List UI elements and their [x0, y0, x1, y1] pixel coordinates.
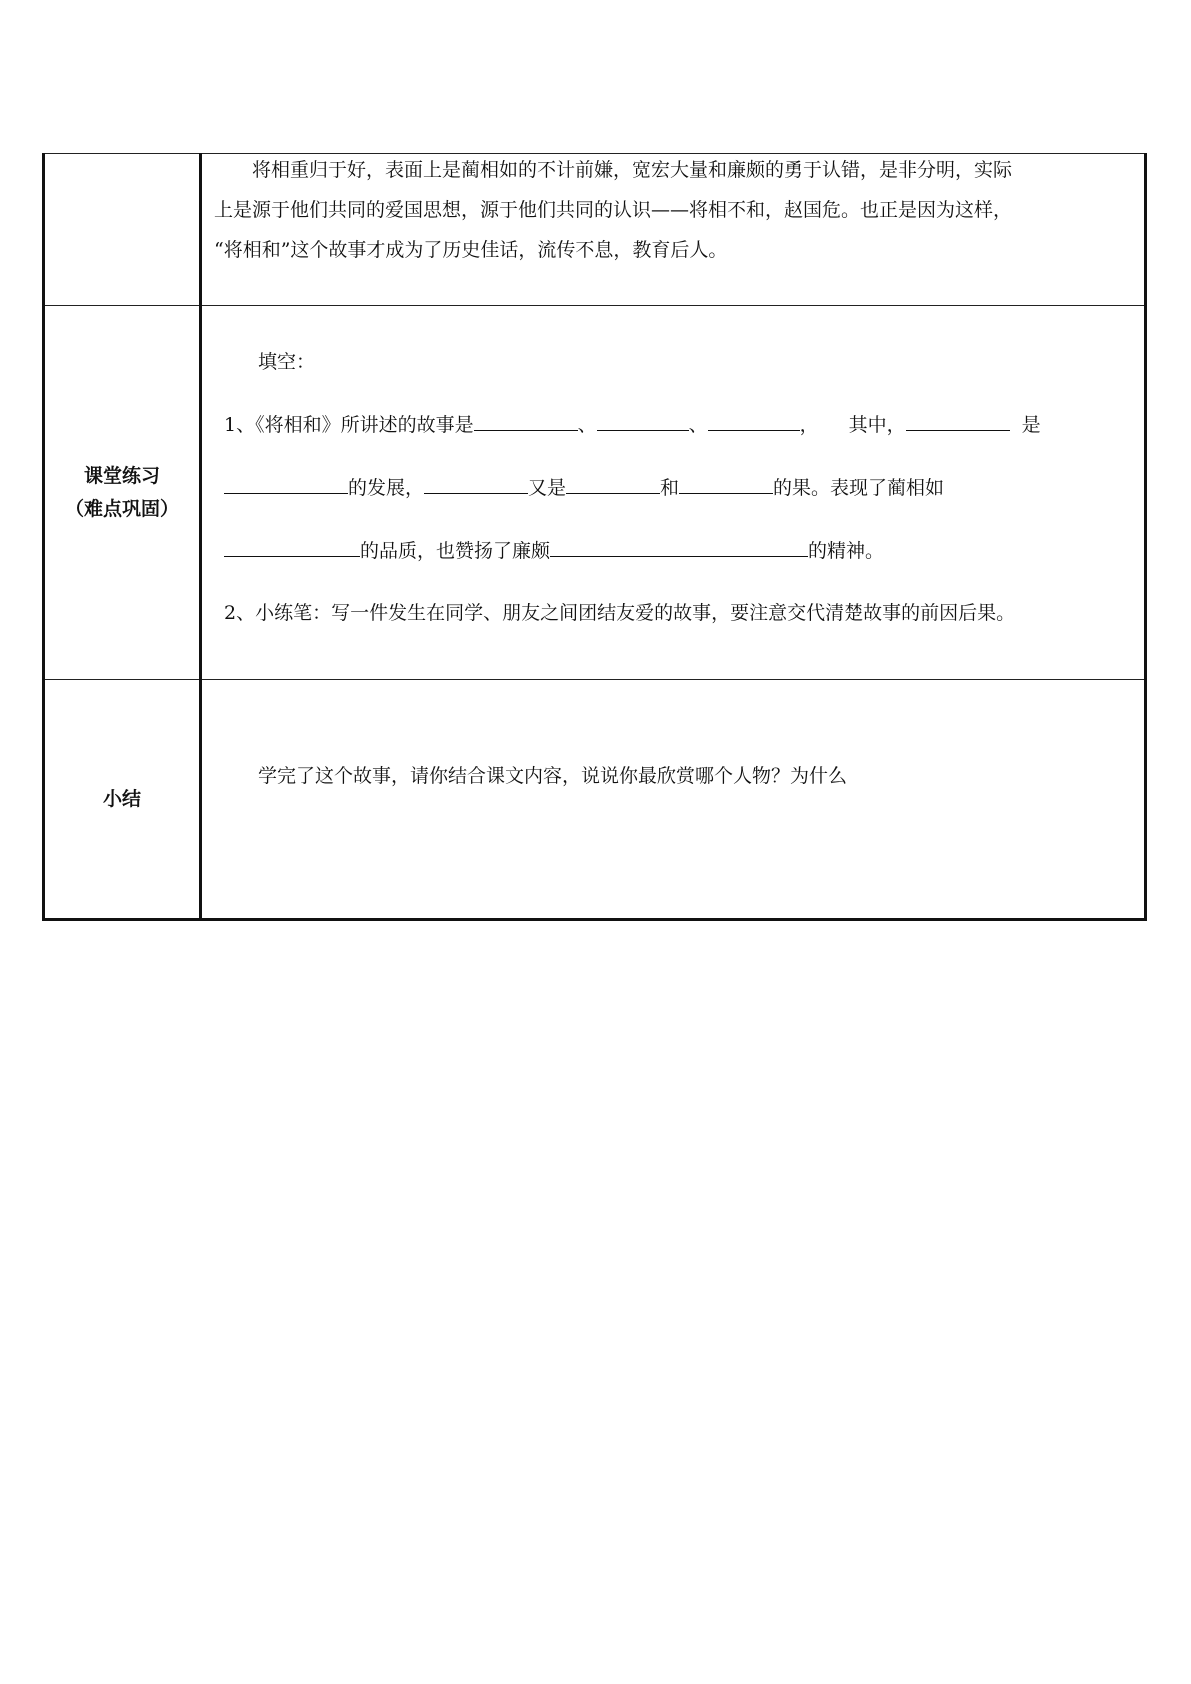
- question-text: 的发展，: [348, 477, 425, 499]
- answer-blank[interactable]: [424, 467, 528, 494]
- separator: ，: [799, 414, 819, 436]
- table-row: [44, 680, 1146, 920]
- question-2: 2、小练笔：写一件发生在同学、朋友之间团结友爱的故事，要注意交代清楚故事的前因后果。: [224, 602, 1016, 624]
- answer-blank[interactable]: [550, 530, 808, 557]
- question-1-line-1: [224, 404, 1144, 445]
- question-text: 其中，: [848, 414, 906, 436]
- question-text: 又是: [528, 477, 567, 499]
- question-text: 和: [660, 477, 680, 499]
- separator: 、: [688, 414, 708, 436]
- answer-blank[interactable]: [224, 467, 348, 494]
- table-row: [44, 306, 1146, 680]
- answer-blank[interactable]: [474, 404, 578, 431]
- table-row: [44, 154, 1146, 306]
- separator: 、: [577, 414, 597, 436]
- fill-title: 填空：: [258, 351, 316, 373]
- paragraph-line: “将相和”这个故事才成为了历史佳话，流传不息，教育后人。: [214, 239, 728, 261]
- answer-blank[interactable]: [708, 404, 800, 431]
- answer-blank[interactable]: [566, 467, 660, 494]
- question-text: 的品质，也赞扬了廉颇: [360, 540, 551, 562]
- label-practice-sub: （难点巩固）: [64, 497, 179, 520]
- row-label-summary: 小结: [44, 680, 201, 920]
- paragraph-line: 上是源于他们共同的爱国思想，源于他们共同的认识——将相不和，赵国危。也正是因为这样，: [214, 199, 1013, 221]
- answer-blank[interactable]: [597, 404, 689, 431]
- summary-question: 学完了这个故事，请你结合课文内容，说说你最欣赏哪个人物？为什么: [258, 765, 848, 787]
- row-label-practice: [44, 306, 201, 680]
- question-text: 1、《将相和》所讲述的故事是: [224, 414, 474, 436]
- lesson-plan-table: [42, 153, 1147, 921]
- label-practice: 课堂练习: [83, 464, 160, 487]
- practice-cell: [201, 306, 1146, 680]
- question-text: 的精神。: [808, 540, 885, 562]
- answer-blank[interactable]: [224, 530, 360, 557]
- question-1-line-2: [224, 467, 1144, 508]
- row-label-empty: [44, 154, 201, 306]
- summary-paragraph-cell: [201, 154, 1146, 306]
- summary-cell: [201, 680, 1146, 920]
- question-text: 的果。表现了蔺相如: [773, 477, 945, 499]
- question-1-line-3: [224, 530, 1144, 571]
- answer-blank[interactable]: [679, 467, 773, 494]
- paragraph-line: 将相重归于好，表面上是蔺相如的不计前嫌，宽宏大量和廉颇的勇于认错，是非分明，实际: [252, 159, 1013, 181]
- question-text: 是: [1021, 414, 1041, 436]
- answer-blank[interactable]: [906, 404, 1010, 431]
